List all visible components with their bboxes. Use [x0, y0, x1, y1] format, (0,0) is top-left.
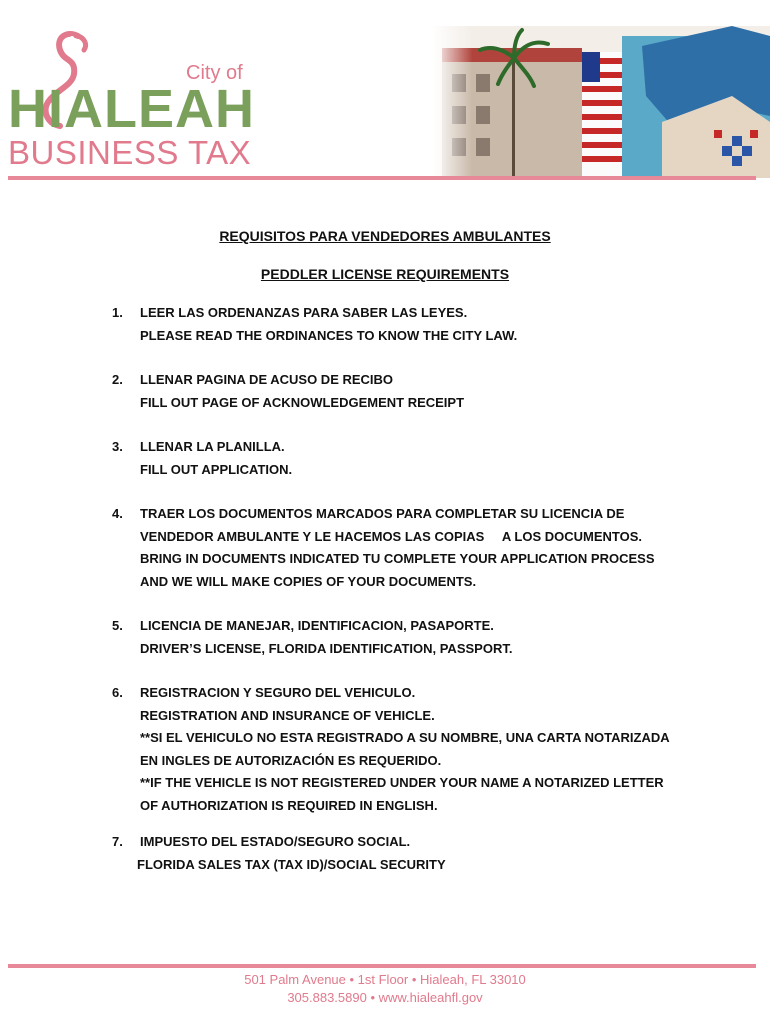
- footer-divider: [8, 964, 756, 968]
- item-line: FLORIDA SALES TAX (TAX ID)/SOCIAL SECURITY: [137, 856, 446, 872]
- logo-business-tax: BUSINESS TAX: [8, 134, 252, 171]
- item-line: PLEASE READ THE ORDINANCES TO KNOW THE CITY LAW.: [140, 327, 518, 343]
- title-spanish: REQUISITOS PARA VENDEDORES AMBULANTES: [219, 228, 551, 244]
- item-line: REGISTRATION AND INSURANCE OF VEHICLE.: [140, 707, 435, 723]
- list-item: [112, 831, 732, 876]
- footer-address: 501 Palm Avenue • 1st Floor • Hialeah, FL 33010: [244, 972, 526, 987]
- item-number: 7.: [112, 834, 123, 849]
- list-item: [112, 369, 732, 414]
- item-line: EN INGLES DE AUTORIZACIÓN ES REQUERIDO.: [140, 752, 442, 768]
- logo-hialeah: HIALEAH: [8, 79, 255, 139]
- item-line: FILL OUT APPLICATION.: [140, 461, 293, 477]
- item-number: 2.: [112, 372, 123, 387]
- item-line: TRAER LOS DOCUMENTOS MARCADOS PARA COMPLETAR SU LICENCIA DE: [140, 506, 625, 521]
- item-line: **SI EL VEHICULO NO ESTA REGISTRADO A SU NOMBRE, UNA CARTA NOTARIZADA: [140, 730, 670, 745]
- item-line: LLENAR PAGINA DE ACUSO DE RECIBO: [140, 372, 394, 387]
- title-english: PEDDLER LICENSE REQUIREMENTS: [260, 266, 510, 282]
- list-item: [112, 682, 732, 817]
- item-line: REGISTRACION Y SEGURO DEL VEHICULO.: [140, 685, 416, 700]
- item-line: LICENCIA DE MANEJAR, IDENTIFICACION, PASAPORTE.: [140, 618, 494, 633]
- letterhead: [0, 0, 770, 185]
- item-number: 5.: [112, 618, 123, 633]
- footer-contact: 305.883.5890 • www.hialeahfl.gov: [287, 990, 483, 1005]
- item-line: LEER LAS ORDENANZAS PARA SABER LAS LEYES.: [140, 305, 468, 320]
- logo-city-of: City of: [186, 62, 243, 84]
- item-line: LLENAR LA PLANILLA.: [140, 439, 285, 454]
- item-number: 6.: [112, 685, 123, 700]
- requirements-list: [112, 302, 732, 898]
- item-line: DRIVER’S LICENSE, FLORIDA IDENTIFICATION, PASSPORT.: [140, 640, 513, 656]
- item-number: 3.: [112, 439, 123, 454]
- item-line: IMPUESTO DEL ESTADO/SEGURO SOCIAL.: [140, 834, 411, 849]
- item-line: AND WE WILL MAKE COPIES OF YOUR DOCUMENTS.: [140, 573, 477, 589]
- item-number: 4.: [112, 506, 123, 521]
- city-hall-photo: [432, 26, 770, 178]
- item-number: 1.: [112, 305, 123, 320]
- list-item: [112, 302, 732, 347]
- item-line: VENDEDOR AMBULANTE Y LE HACEMOS LAS COPIAS A LOS DOCUMENTOS.: [140, 528, 642, 544]
- city-logo: [8, 28, 268, 178]
- item-line: BRING IN DOCUMENTS INDICATED TU COMPLETE YOUR APPLICATION PROCESS: [140, 551, 655, 566]
- list-item: [112, 436, 732, 481]
- item-line: OF AUTHORIZATION IS REQUIRED IN ENGLISH.: [140, 797, 438, 813]
- item-line: **IF THE VEHICLE IS NOT REGISTERED UNDER YOUR NAME A NOTARIZED LETTER: [140, 775, 664, 790]
- list-item: [112, 615, 732, 660]
- item-line: FILL OUT PAGE OF ACKNOWLEDGEMENT RECEIPT: [140, 394, 465, 410]
- header-divider: [8, 176, 756, 180]
- list-item: [112, 503, 732, 593]
